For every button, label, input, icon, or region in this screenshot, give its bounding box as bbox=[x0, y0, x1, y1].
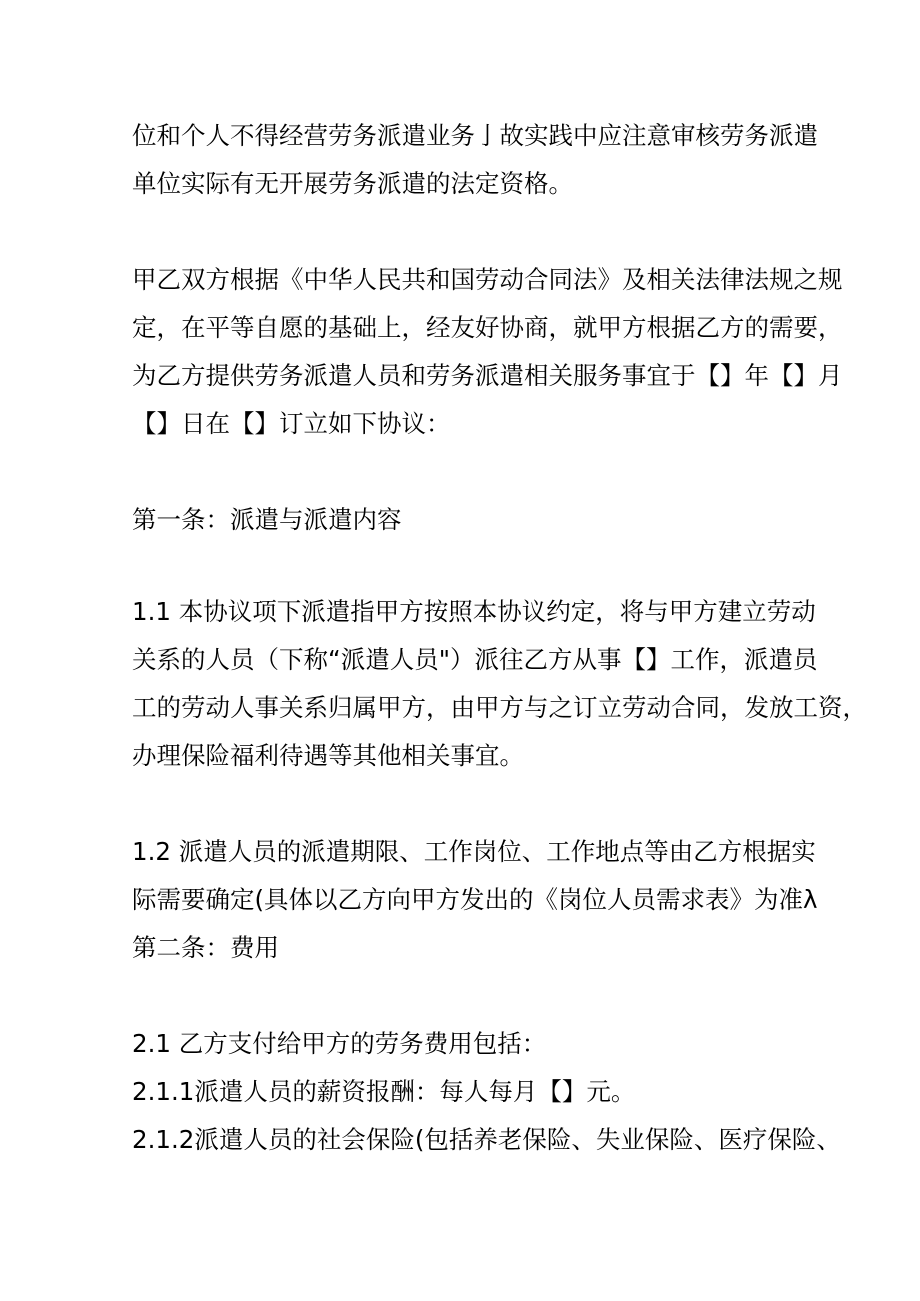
section-heading: 第一条：派遣与派遣内容 bbox=[132, 505, 402, 534]
text-line: 【】日在【】订立如下协议： bbox=[132, 409, 451, 438]
text-line: 2.1.2派遣人员的社会保险(包括养老保险、失业保险、医疗保险、 bbox=[132, 1125, 841, 1154]
text-line: 为乙方提供劳务派遣人员和劳务派遣相关服务事宜于【】年【】月 bbox=[132, 361, 843, 390]
text-line: 甲乙双方根据《中华人民共和国劳动合同法》及相关法律法规之规 bbox=[132, 265, 843, 294]
text-line: 1.2 派遣人员的派遣期限、工作岗位、工作地点等由乙方根据实 bbox=[132, 837, 816, 866]
text-line: 定，在平等自愿的基础上，经友好协商，就甲方根据乙方的需要， bbox=[132, 313, 843, 342]
text-line: 办理保险福利待遇等其他相关事宜。 bbox=[132, 741, 524, 770]
text-line: 际需要确定(具体以乙方向甲方发出的《岗位人员需求表》为准λ bbox=[132, 885, 818, 914]
text-line: 单位实际有无开展劳务派遣的法定资格。 bbox=[132, 169, 573, 198]
section-heading: 第二条：费用 bbox=[132, 933, 279, 962]
text-line: 2.1 乙方支付给甲方的劳务费用包括： bbox=[132, 1029, 547, 1058]
text-line: 关系的人员（下称“派遣人员"）派往乙方从事【】工作，派遣员 bbox=[132, 645, 818, 674]
text-line: 2.1.1派遣人员的薪资报酬：每人每月【】元。 bbox=[132, 1077, 636, 1106]
text-line: 位和个人不得经营劳务派遣业务亅故实践中应注意审核劳务派遣 bbox=[132, 121, 818, 150]
text-line: 工的劳动人事关系归属甲方，由甲方与之订立劳动合同，发放工资， bbox=[132, 693, 867, 722]
text-line: 1.1 本协议项下派遣指甲方按照本协议约定，将与甲方建立劳动 bbox=[132, 597, 816, 626]
